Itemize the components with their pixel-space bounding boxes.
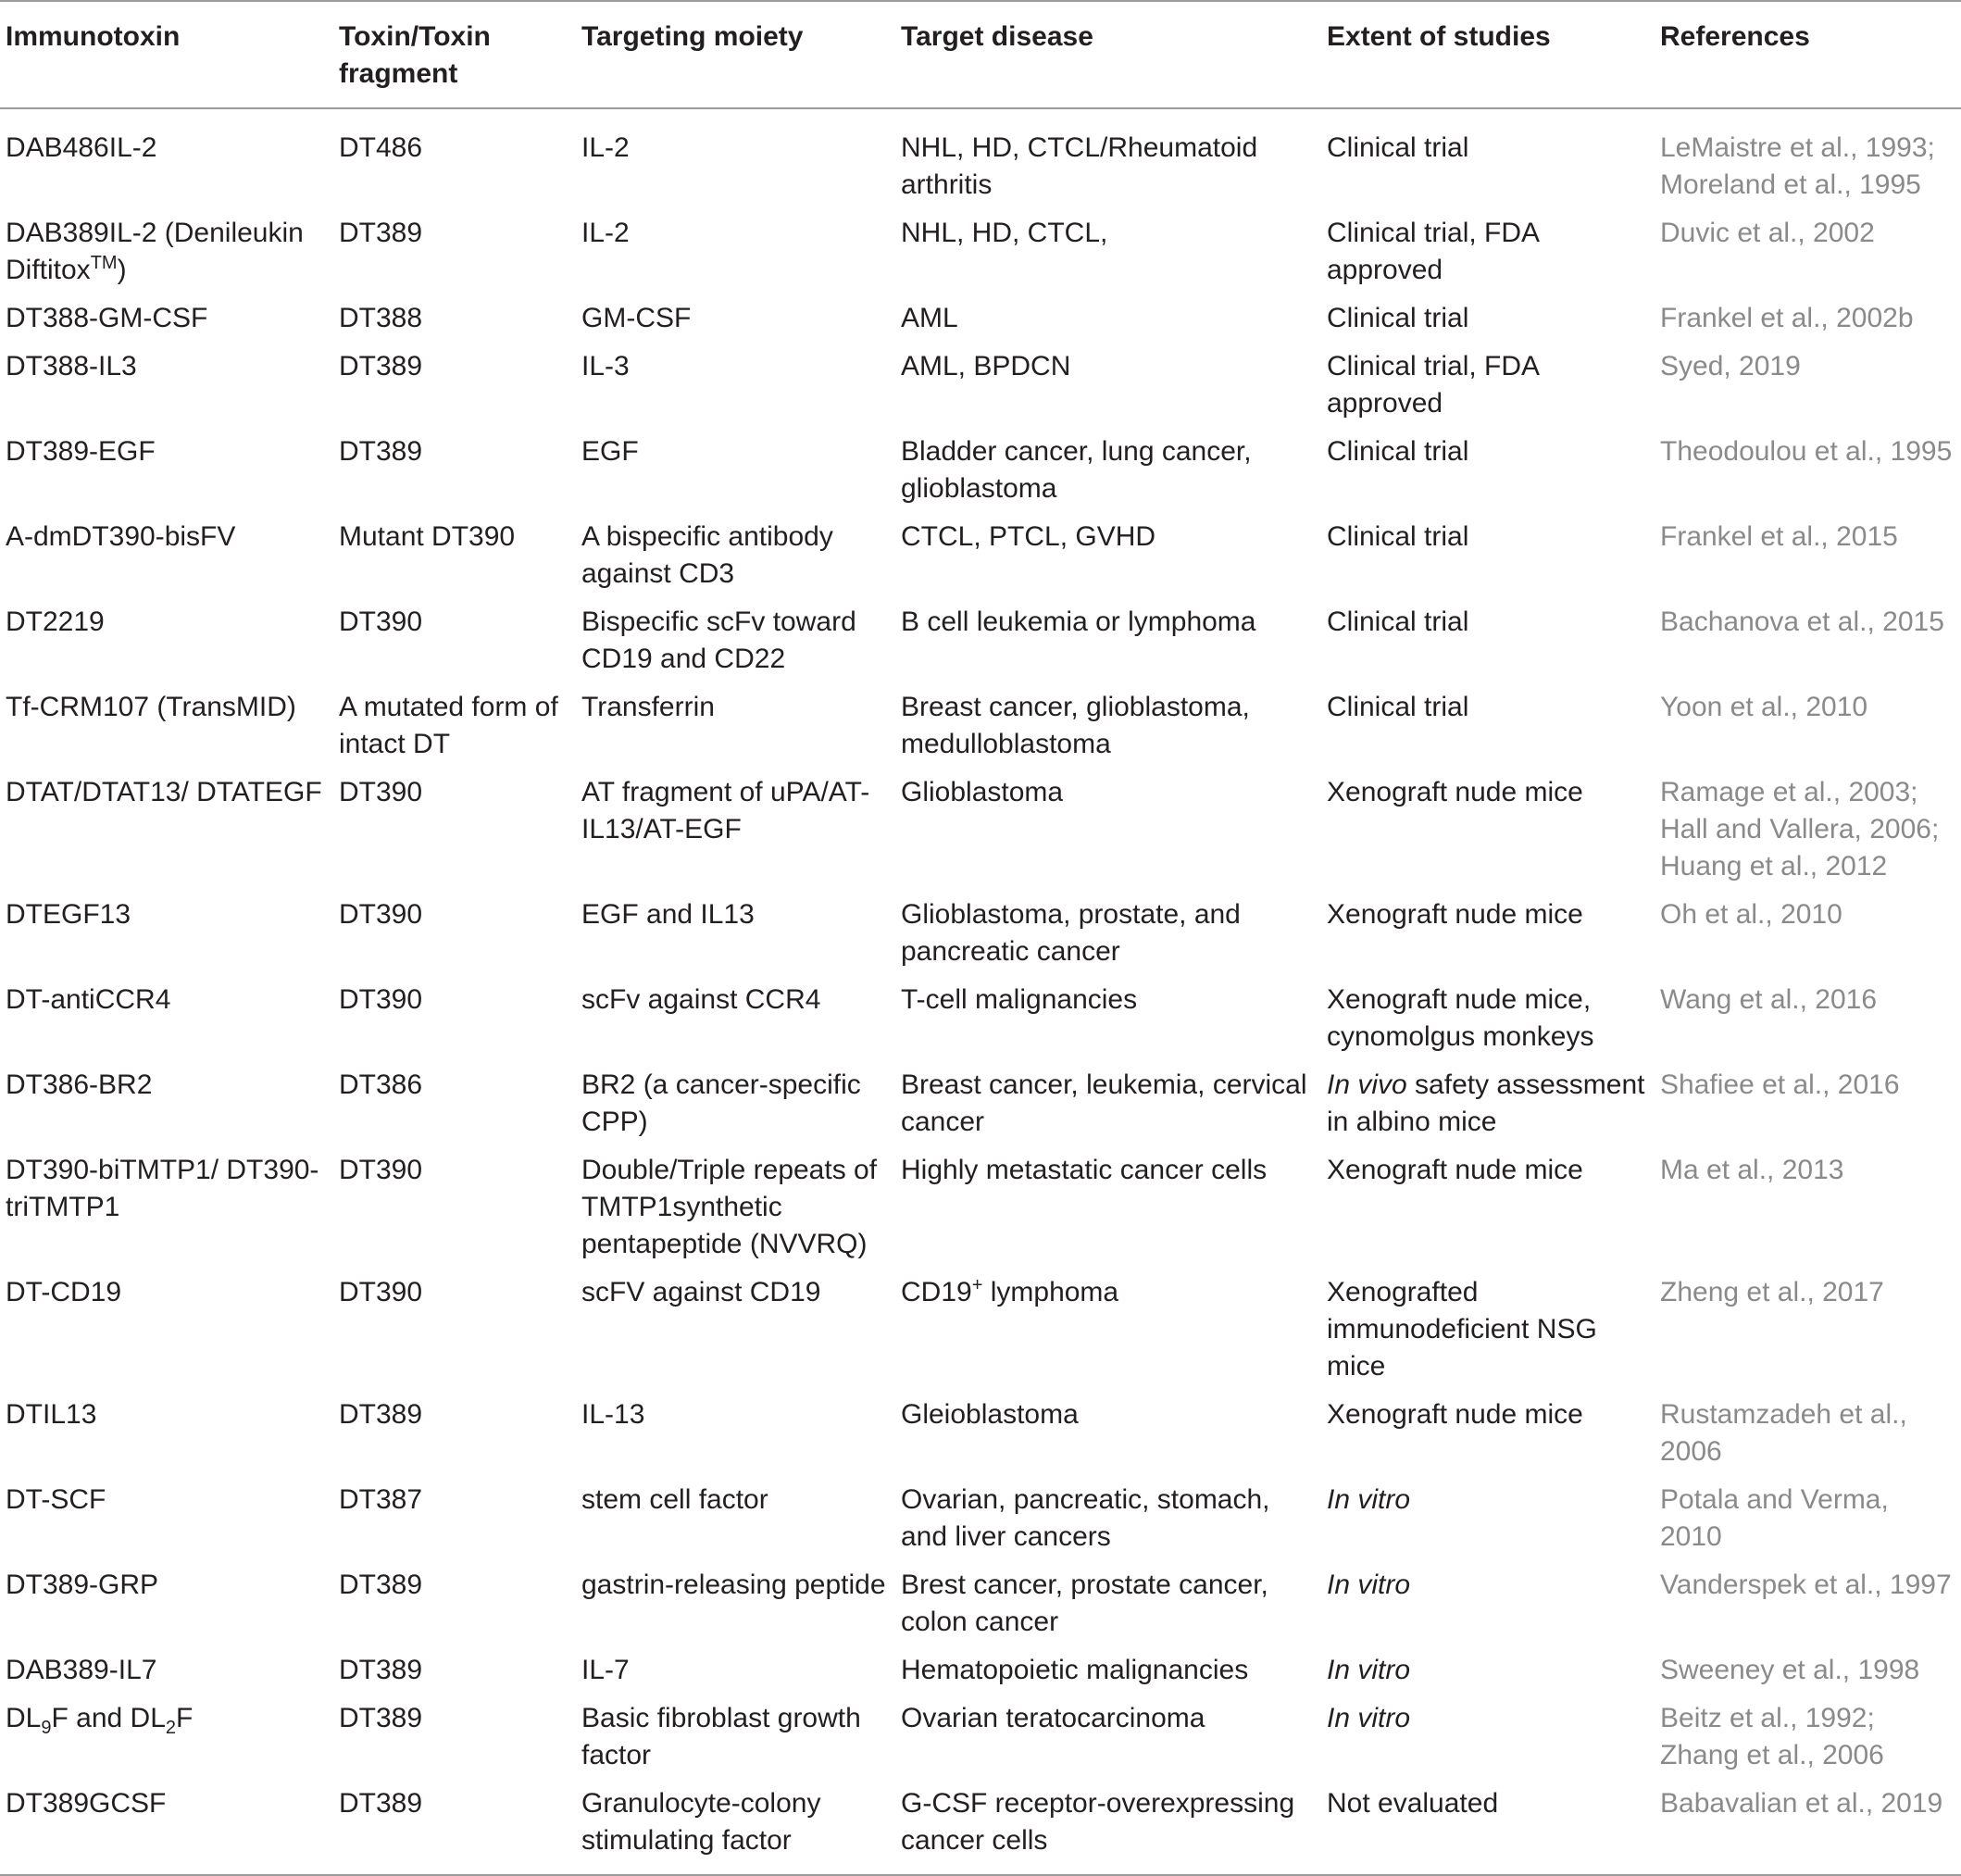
extent-text: Xenograft nude mice: [1327, 777, 1583, 807]
cell-reference[interactable]: [1655, 295, 1961, 344]
cell-reference-text: Zheng et al., 2017: [1660, 1277, 1884, 1307]
cell-target-disease: [895, 892, 1321, 977]
cell-reference[interactable]: [1655, 1147, 1961, 1269]
extent-text: Clinical trial: [1327, 607, 1469, 637]
table-row: [0, 1562, 1961, 1647]
cell-toxin-text: DT386: [339, 1069, 423, 1100]
cell-extent: [1321, 295, 1655, 344]
cell-immunotoxin: [0, 684, 333, 769]
cell-toxin-text: DT389: [339, 1570, 423, 1600]
cell-targeting-moiety-text: IL-2: [581, 132, 630, 163]
cell-immunotoxin: [0, 1647, 333, 1695]
table-row: [0, 892, 1961, 977]
cell-toxin: [333, 344, 576, 429]
cell-target-disease-text: B cell leukemia or lymphoma: [901, 607, 1256, 637]
cell-toxin-text: DT389: [339, 1788, 423, 1819]
cell-immunotoxin: [0, 599, 333, 684]
cell-targeting-moiety-text: gastrin-releasing peptide: [581, 1570, 886, 1600]
extent-text: Clinical trial: [1327, 521, 1469, 552]
cell-target-disease-text: G-CSF receptor-overexpressing cancer cells: [901, 1788, 1295, 1856]
cell-extent: [1321, 892, 1655, 977]
cell-reference-text: Wang et al., 2016: [1660, 984, 1878, 1015]
cell-toxin-text: Mutant DT390: [339, 521, 516, 552]
cell-immunotoxin: [0, 977, 333, 1062]
cell-targeting-moiety-text: Double/Triple repeats of TMTP1synthetic pentapeptide (NVVRQ): [581, 1155, 878, 1259]
cell-targeting-moiety: [576, 108, 895, 210]
immunotoxin-text: DT389-GRP: [6, 1570, 159, 1600]
cell-target-disease-text: Ovarian teratocarcinoma: [901, 1703, 1205, 1733]
cell-toxin-text: DT389: [339, 1703, 423, 1733]
cell-targeting-moiety: [576, 1562, 895, 1647]
immunotoxin-text: DT2219: [6, 607, 105, 637]
cell-reference-text: Shafiee et al., 2016: [1660, 1069, 1900, 1100]
extent-text: safety assessment in albino mice: [1327, 1069, 1645, 1137]
cell-targeting-moiety: [576, 599, 895, 684]
cell-toxin-text: DT389: [339, 218, 423, 248]
cell-reference[interactable]: [1655, 1477, 1961, 1562]
cell-toxin-text: DT390: [339, 607, 423, 637]
extent-text: Clinical trial: [1327, 436, 1469, 467]
cell-target-disease-text: Hematopoietic malignancies: [901, 1655, 1249, 1685]
immunotoxin-text: DT-antiCCR4: [6, 984, 171, 1015]
table-body: [0, 108, 1961, 1875]
table-row: [0, 1147, 1961, 1269]
cell-targeting-moiety: [576, 429, 895, 514]
extent-italic-text: In vitro: [1327, 1703, 1411, 1733]
cell-target-disease-text: Ovarian, pancreatic, stomach, and liver cancers: [901, 1484, 1270, 1552]
cell-extent: [1321, 1147, 1655, 1269]
cell-target-disease-text: Glioblastoma: [901, 777, 1064, 807]
cell-targeting-moiety: [576, 1781, 895, 1875]
immunotoxin-text: ): [117, 255, 127, 285]
cell-immunotoxin: [0, 1477, 333, 1562]
cell-targeting-moiety-text: Basic fibroblast growth factor: [581, 1703, 861, 1770]
cell-extent: [1321, 514, 1655, 599]
table-row: [0, 429, 1961, 514]
table-row: [0, 1392, 1961, 1477]
header-target-disease: Target disease: [895, 1, 1321, 108]
cell-toxin-text: DT390: [339, 984, 423, 1015]
cell-targeting-moiety: [576, 295, 895, 344]
cell-target-disease: [895, 1562, 1321, 1647]
cell-toxin: [333, 1269, 576, 1392]
cell-extent: [1321, 1269, 1655, 1392]
cell-target-disease: [895, 1147, 1321, 1269]
cell-reference[interactable]: [1655, 1695, 1961, 1781]
cell-toxin: [333, 429, 576, 514]
cell-targeting-moiety: [576, 1477, 895, 1562]
cell-toxin-text: DT390: [339, 899, 423, 930]
cell-extent: [1321, 1062, 1655, 1147]
cell-target-disease-text: NHL, HD, CTCL/Rheumatoid arthritis: [901, 132, 1258, 200]
cell-targeting-moiety-text: Transferrin: [581, 692, 715, 722]
cell-extent: [1321, 344, 1655, 429]
extent-text: Xenografted immunodeficient NSG mice: [1327, 1277, 1597, 1382]
immunotoxin-text: F: [176, 1703, 194, 1733]
table-row: [0, 1695, 1961, 1781]
cell-toxin: [333, 684, 576, 769]
header-references: References: [1655, 1, 1961, 108]
disease-text: CD19: [901, 1277, 972, 1307]
superscript: +: [971, 1275, 983, 1295]
cell-target-disease: [895, 1392, 1321, 1477]
extent-text: Xenograft nude mice, cynomolgus monkeys: [1327, 984, 1594, 1052]
cell-reference[interactable]: [1655, 108, 1961, 210]
extent-text: Clinical trial, FDA approved: [1327, 351, 1539, 419]
cell-targeting-moiety: [576, 977, 895, 1062]
cell-immunotoxin: [0, 108, 333, 210]
cell-target-disease: [895, 977, 1321, 1062]
extent-italic-text: In vitro: [1327, 1655, 1411, 1685]
cell-reference[interactable]: [1655, 210, 1961, 295]
immunotoxin-text: DT389GCSF: [6, 1788, 167, 1819]
table-row: [0, 977, 1961, 1062]
cell-target-disease: [895, 429, 1321, 514]
cell-toxin-text: DT388: [339, 303, 423, 333]
cell-reference-text: LeMaistre et al., 1993; Moreland et al., 1995: [1660, 132, 1935, 200]
cell-target-disease: [895, 1062, 1321, 1147]
cell-target-disease-text: NHL, HD, CTCL,: [901, 218, 1108, 248]
cell-targeting-moiety-text: BR2 (a cancer-specific CPP): [581, 1069, 861, 1137]
table-row: [0, 108, 1961, 210]
cell-reference[interactable]: [1655, 1781, 1961, 1875]
cell-reference[interactable]: [1655, 769, 1961, 892]
superscript: TM: [90, 253, 118, 273]
cell-targeting-moiety: [576, 769, 895, 892]
cell-target-disease-text: T-cell malignancies: [901, 984, 1138, 1015]
table-row: [0, 344, 1961, 429]
cell-immunotoxin: [0, 1695, 333, 1781]
header-toxin: Toxin/Toxin fragment: [333, 1, 576, 108]
cell-toxin-text: DT389: [339, 436, 423, 467]
immunotoxin-text: DT389-EGF: [6, 436, 156, 467]
cell-targeting-moiety-text: EGF and IL13: [581, 899, 755, 930]
cell-toxin: [333, 210, 576, 295]
cell-toxin: [333, 1392, 576, 1477]
extent-italic-text: In vitro: [1327, 1484, 1411, 1515]
cell-reference[interactable]: [1655, 977, 1961, 1062]
disease-text: lymphoma: [982, 1277, 1119, 1307]
table-row: [0, 769, 1961, 892]
immunotoxin-text: DTAT/DTAT13/ DTATEGF: [6, 777, 322, 807]
table-row: [0, 295, 1961, 344]
cell-targeting-moiety-text: scFv against CCR4: [581, 984, 821, 1015]
cell-reference[interactable]: [1655, 1647, 1961, 1695]
immunotoxin-text: DT386-BR2: [6, 1069, 153, 1100]
immunotoxin-text: DL: [6, 1703, 42, 1733]
cell-toxin-text: DT390: [339, 1277, 423, 1307]
cell-toxin: [333, 1477, 576, 1562]
cell-target-disease-text: Breast cancer, leukemia, cervical cancer: [901, 1069, 1307, 1137]
header-immunotoxin: Immunotoxin: [0, 1, 333, 108]
cell-target-disease-text: Breast cancer, glioblastoma, medulloblastoma: [901, 692, 1250, 759]
extent-italic-text: In vitro: [1327, 1570, 1411, 1600]
cell-targeting-moiety-text: A bispecific antibody against CD3: [581, 521, 833, 589]
cell-target-disease: [895, 684, 1321, 769]
immunotoxin-text: DAB389IL-2 (Denileukin Diftitox: [6, 218, 304, 285]
immunotoxin-text: F and DL: [51, 1703, 166, 1733]
cell-target-disease: [895, 1269, 1321, 1392]
cell-toxin-text: DT389: [339, 1399, 423, 1430]
cell-toxin-text: A mutated form of intact DT: [339, 692, 558, 759]
cell-reference-text: Frankel et al., 2002b: [1660, 303, 1914, 333]
extent-text: Clinical trial, FDA approved: [1327, 218, 1539, 285]
table-row: [0, 684, 1961, 769]
cell-targeting-moiety: [576, 684, 895, 769]
cell-reference[interactable]: [1655, 344, 1961, 429]
extent-text: Clinical trial: [1327, 692, 1469, 722]
cell-toxin: [333, 108, 576, 210]
cell-targeting-moiety-text: GM-CSF: [581, 303, 692, 333]
table-row: [0, 514, 1961, 599]
cell-immunotoxin: [0, 429, 333, 514]
cell-toxin-text: DT390: [339, 777, 423, 807]
table-row: [0, 210, 1961, 295]
cell-immunotoxin: [0, 1781, 333, 1875]
cell-toxin: [333, 295, 576, 344]
cell-target-disease-text: Brest cancer, prostate cancer, colon cancer: [901, 1570, 1268, 1637]
cell-target-disease: [895, 1781, 1321, 1875]
extent-text: Xenograft nude mice: [1327, 899, 1583, 930]
cell-target-disease: [895, 1695, 1321, 1781]
cell-targeting-moiety: [576, 1147, 895, 1269]
cell-reference[interactable]: [1655, 1269, 1961, 1392]
cell-targeting-moiety-text: IL-7: [581, 1655, 630, 1685]
immunotoxin-text: DAB389-IL7: [6, 1655, 157, 1685]
cell-targeting-moiety: [576, 1647, 895, 1695]
cell-targeting-moiety-text: Granulocyte-colony stimulating factor: [581, 1788, 821, 1856]
cell-targeting-moiety: [576, 1695, 895, 1781]
cell-reference-text: Beitz et al., 1992; Zhang et al., 2006: [1660, 1703, 1884, 1770]
cell-toxin: [333, 599, 576, 684]
cell-toxin-text: DT486: [339, 132, 423, 163]
cell-target-disease-text: Highly metastatic cancer cells: [901, 1155, 1268, 1185]
immunotoxin-text: DT388-IL3: [6, 351, 137, 381]
cell-reference-text: Vanderspek et al., 1997: [1660, 1570, 1952, 1600]
subscript: 2: [165, 1718, 177, 1738]
cell-toxin: [333, 1062, 576, 1147]
cell-extent: [1321, 429, 1655, 514]
cell-reference[interactable]: [1655, 1062, 1961, 1147]
cell-target-disease: [895, 210, 1321, 295]
extent-text: Clinical trial: [1327, 303, 1469, 333]
immunotoxin-text: DT390-biTMTP1/ DT390-triTMTP1: [6, 1155, 319, 1222]
table-row: [0, 1781, 1961, 1875]
cell-targeting-moiety-text: Bispecific scFv toward CD19 and CD22: [581, 607, 856, 674]
cell-extent: [1321, 769, 1655, 892]
cell-reference[interactable]: [1655, 892, 1961, 977]
cell-reference-text: Duvic et al., 2002: [1660, 218, 1875, 248]
cell-target-disease-text: AML, BPDCN: [901, 351, 1071, 381]
cell-reference-text: Ma et al., 2013: [1660, 1155, 1844, 1185]
cell-immunotoxin: [0, 344, 333, 429]
cell-target-disease: [895, 108, 1321, 210]
cell-immunotoxin: [0, 514, 333, 599]
cell-targeting-moiety-text: AT fragment of uPA/AT-IL13/AT-EGF: [581, 777, 870, 844]
cell-target-disease: [895, 1647, 1321, 1695]
cell-targeting-moiety-text: EGF: [581, 436, 639, 467]
cell-reference[interactable]: [1655, 599, 1961, 684]
extent-text: Not evaluated: [1327, 1788, 1499, 1819]
cell-extent: [1321, 684, 1655, 769]
immunotoxin-text: Tf-CRM107 (TransMID): [6, 692, 296, 722]
cell-targeting-moiety-text: scFV against CD19: [581, 1277, 821, 1307]
header-row: [0, 1, 1961, 108]
cell-toxin: [333, 1647, 576, 1695]
immunotoxin-text: DT388-GM-CSF: [6, 303, 208, 333]
cell-reference-text: Babavalian et al., 2019: [1660, 1788, 1943, 1819]
table-header: [0, 1, 1961, 108]
cell-toxin-text: DT389: [339, 1655, 423, 1685]
table-row: [0, 599, 1961, 684]
cell-extent: [1321, 1392, 1655, 1477]
cell-targeting-moiety: [576, 1269, 895, 1392]
cell-reference[interactable]: [1655, 684, 1961, 769]
header-extent-of-studies: Extent of studies: [1321, 1, 1655, 108]
table-row: [0, 1269, 1961, 1392]
cell-target-disease: [895, 514, 1321, 599]
cell-toxin-text: DT390: [339, 1155, 423, 1185]
cell-toxin: [333, 514, 576, 599]
cell-toxin-text: DT389: [339, 351, 423, 381]
cell-reference-text: Frankel et al., 2015: [1660, 521, 1898, 552]
immunotoxin-text: DT-SCF: [6, 1484, 106, 1515]
extent-text: Xenograft nude mice: [1327, 1155, 1583, 1185]
cell-targeting-moiety: [576, 892, 895, 977]
cell-immunotoxin: [0, 210, 333, 295]
cell-toxin: [333, 1562, 576, 1647]
cell-target-disease: [895, 599, 1321, 684]
cell-immunotoxin: [0, 769, 333, 892]
cell-immunotoxin: [0, 1269, 333, 1392]
cell-toxin: [333, 977, 576, 1062]
cell-immunotoxin: [0, 1562, 333, 1647]
cell-reference-text: Syed, 2019: [1660, 351, 1801, 381]
cell-reference-text: Bachanova et al., 2015: [1660, 607, 1944, 637]
table-row: [0, 1477, 1961, 1562]
cell-target-disease: [895, 344, 1321, 429]
immunotoxin-text: DAB486IL-2: [6, 132, 157, 163]
cell-targeting-moiety-text: IL-13: [581, 1399, 645, 1430]
cell-reference[interactable]: [1655, 1562, 1961, 1647]
cell-reference-text: Oh et al., 2010: [1660, 899, 1842, 930]
cell-extent: [1321, 1695, 1655, 1781]
header-targeting-moiety: Targeting moiety: [576, 1, 895, 108]
cell-immunotoxin: [0, 892, 333, 977]
cell-toxin-text: DT387: [339, 1484, 423, 1515]
cell-immunotoxin: [0, 295, 333, 344]
cell-extent: [1321, 1647, 1655, 1695]
cell-targeting-moiety-text: IL-3: [581, 351, 630, 381]
cell-reference-text: Rustamzadeh et al., 2006: [1660, 1399, 1907, 1467]
cell-targeting-moiety-text: IL-2: [581, 218, 630, 248]
cell-extent: [1321, 210, 1655, 295]
table-row: [0, 1062, 1961, 1147]
cell-reference-text: Sweeney et al., 1998: [1660, 1655, 1920, 1685]
cell-toxin: [333, 892, 576, 977]
cell-toxin: [333, 1781, 576, 1875]
cell-target-disease-text: Gleioblastoma: [901, 1399, 1079, 1430]
cell-reference-text: Yoon et al., 2010: [1660, 692, 1868, 722]
cell-toxin: [333, 1695, 576, 1781]
cell-target-disease-text: Glioblastoma, prostate, and pancreatic cancer: [901, 899, 1241, 967]
cell-targeting-moiety: [576, 344, 895, 429]
immunotoxin-text: A-dmDT390-bisFV: [6, 521, 236, 552]
immunotoxin-text: DTIL13: [6, 1399, 97, 1430]
cell-target-disease: [895, 769, 1321, 892]
cell-reference[interactable]: [1655, 1392, 1961, 1477]
cell-extent: [1321, 1781, 1655, 1875]
cell-toxin: [333, 1147, 576, 1269]
cell-targeting-moiety: [576, 514, 895, 599]
cell-reference-text: Potala and Verma, 2010: [1660, 1484, 1889, 1552]
cell-immunotoxin: [0, 1147, 333, 1269]
cell-reference[interactable]: [1655, 429, 1961, 514]
cell-target-disease-text: AML: [901, 303, 958, 333]
extent-text: Xenograft nude mice: [1327, 1399, 1583, 1430]
cell-reference[interactable]: [1655, 514, 1961, 599]
cell-targeting-moiety: [576, 210, 895, 295]
cell-extent: [1321, 1562, 1655, 1647]
cell-reference-text: Theodoulou et al., 1995: [1660, 436, 1953, 467]
immunotoxin-text: DTEGF13: [6, 899, 131, 930]
cell-extent: [1321, 1477, 1655, 1562]
cell-immunotoxin: [0, 1392, 333, 1477]
cell-targeting-moiety: [576, 1392, 895, 1477]
cell-toxin: [333, 769, 576, 892]
cell-extent: [1321, 599, 1655, 684]
cell-reference-text: Ramage et al., 2003; Hall and Vallera, 2006; Huang et al., 2012: [1660, 777, 1940, 882]
cell-targeting-moiety-text: stem cell factor: [581, 1484, 768, 1515]
cell-immunotoxin: [0, 1062, 333, 1147]
cell-target-disease: [895, 1477, 1321, 1562]
cell-target-disease-text: Bladder cancer, lung cancer, glioblastoma: [901, 436, 1252, 504]
extent-text: Clinical trial: [1327, 132, 1469, 163]
cell-target-disease-text: CTCL, PTCL, GVHD: [901, 521, 1156, 552]
table-row: [0, 1647, 1961, 1695]
cell-targeting-moiety: [576, 1062, 895, 1147]
subscript: 9: [41, 1718, 52, 1738]
cell-extent: [1321, 108, 1655, 210]
immunotoxin-text: DT-CD19: [6, 1277, 122, 1307]
cell-extent: [1321, 977, 1655, 1062]
extent-italic-text: In vivo: [1327, 1069, 1407, 1100]
cell-target-disease: [895, 295, 1321, 344]
